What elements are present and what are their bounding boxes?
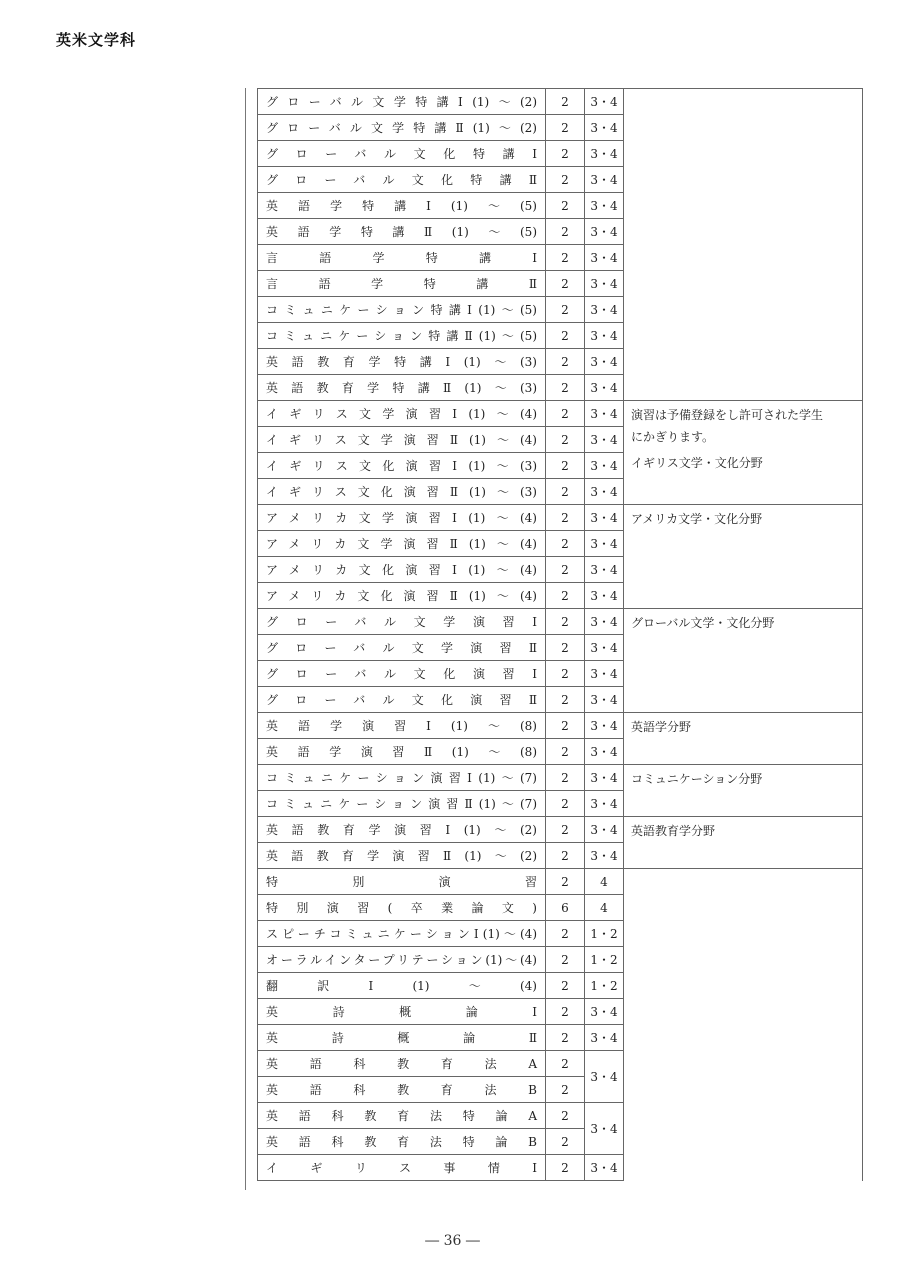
course-name: グローバル文化演習Ⅰ <box>258 661 546 687</box>
course-credits: 2 <box>546 1077 585 1103</box>
course-credits: 2 <box>546 115 585 141</box>
course-credits: 2 <box>546 427 585 453</box>
course-credits: 2 <box>546 583 585 609</box>
course-name: イギリス文化演習Ⅰ(1)〜(3) <box>258 453 546 479</box>
course-credits: 2 <box>546 1025 585 1051</box>
course-year: 3・4 <box>585 1103 624 1155</box>
course-table <box>257 88 863 1181</box>
course-name: イギリス事情Ⅰ <box>258 1155 546 1181</box>
table-row <box>258 505 863 531</box>
communication-field-label: コミュニケーション分野 <box>631 772 763 786</box>
table-row <box>258 817 863 843</box>
course-credits: 2 <box>546 1129 585 1155</box>
course-year: 3・4 <box>585 531 624 557</box>
seminar-note-line2: にかぎります。 <box>631 430 715 444</box>
course-year: 3・4 <box>585 739 624 765</box>
course-name: イギリス文化演習Ⅱ(1)〜(3) <box>258 479 546 505</box>
table-row <box>258 609 863 635</box>
course-credits: 2 <box>546 739 585 765</box>
course-name: 英語教育学特講Ⅰ(1)〜(3) <box>258 349 546 375</box>
course-name: グローバル文学演習Ⅱ <box>258 635 546 661</box>
course-name: 英語学演習Ⅱ(1)〜(8) <box>258 739 546 765</box>
course-year: 3・4 <box>585 141 624 167</box>
course-year: 3・4 <box>585 713 624 739</box>
seminar-note-line1: 演習は予備登録をし許可された学生 <box>631 408 824 422</box>
course-name: アメリカ文学演習Ⅱ(1)〜(4) <box>258 531 546 557</box>
course-year: 1・2 <box>585 921 624 947</box>
course-credits: 2 <box>546 193 585 219</box>
course-year: 3・4 <box>585 687 624 713</box>
course-credits: 2 <box>546 531 585 557</box>
course-year: 3・4 <box>585 999 624 1025</box>
course-name: アメリカ文化演習Ⅱ(1)〜(4) <box>258 583 546 609</box>
course-credits: 2 <box>546 401 585 427</box>
course-name: コミュニケーション特講Ⅰ(1)〜(5) <box>258 297 546 323</box>
course-year: 3・4 <box>585 167 624 193</box>
note-communication <box>624 765 863 817</box>
page-number: ― 36 ― <box>425 1233 480 1249</box>
course-credits: 2 <box>546 453 585 479</box>
table-row <box>258 713 863 739</box>
course-name: 英語教育学演習Ⅱ(1)〜(2) <box>258 843 546 869</box>
course-name: 英語学特講Ⅱ(1)〜(5) <box>258 219 546 245</box>
course-year: 1・2 <box>585 947 624 973</box>
course-credits: 2 <box>546 635 585 661</box>
course-name: 英語学特講Ⅰ(1)〜(5) <box>258 193 546 219</box>
course-credits: 2 <box>546 219 585 245</box>
course-year: 3・4 <box>585 297 624 323</box>
course-name: 特別演習(卒業論文) <box>258 895 546 921</box>
course-name: コミュニケーション演習Ⅰ(1)〜(7) <box>258 765 546 791</box>
course-year: 3・4 <box>585 219 624 245</box>
course-year: 3・4 <box>585 401 624 427</box>
course-year: 3・4 <box>585 661 624 687</box>
note-english-linguistics <box>624 713 863 765</box>
course-year: 3・4 <box>585 583 624 609</box>
table-row <box>258 765 863 791</box>
course-year: 3・4 <box>585 557 624 583</box>
course-credits: 2 <box>546 505 585 531</box>
course-name: グローバル文学特講Ⅰ(1)〜(2) <box>258 89 546 115</box>
course-name: グローバル文化特講Ⅰ <box>258 141 546 167</box>
british-field-label: イギリス文学・文化分野 <box>631 456 763 470</box>
course-credits: 2 <box>546 973 585 999</box>
course-credits: 2 <box>546 349 585 375</box>
course-credits: 2 <box>546 1155 585 1181</box>
course-credits: 2 <box>546 843 585 869</box>
course-credits: 2 <box>546 323 585 349</box>
course-year: 3・4 <box>585 89 624 115</box>
course-year: 3・4 <box>585 1155 624 1181</box>
course-name: 英語教育学特講Ⅱ(1)〜(3) <box>258 375 546 401</box>
course-credits: 2 <box>546 297 585 323</box>
american-field-label: アメリカ文学・文化分野 <box>631 512 763 526</box>
course-credits: 2 <box>546 245 585 271</box>
course-name: 言語学特講Ⅱ <box>258 271 546 297</box>
english-education-field-label: 英語教育学分野 <box>631 824 716 838</box>
course-credits: 2 <box>546 661 585 687</box>
course-credits: 2 <box>546 713 585 739</box>
course-name: 言語学特講Ⅰ <box>258 245 546 271</box>
course-credits: 2 <box>546 557 585 583</box>
course-year: 3・4 <box>585 375 624 401</box>
course-credits: 2 <box>546 869 585 895</box>
course-name: 翻訳Ⅰ(1)〜(4) <box>258 973 546 999</box>
course-credits: 2 <box>546 947 585 973</box>
course-credits: 2 <box>546 167 585 193</box>
table-row <box>258 401 863 427</box>
course-name: 英語科教育法特論B <box>258 1129 546 1155</box>
course-year: 3・4 <box>585 349 624 375</box>
course-year: 3・4 <box>585 817 624 843</box>
margin-rule <box>245 88 246 1190</box>
course-credits: 2 <box>546 141 585 167</box>
course-year: 3・4 <box>585 323 624 349</box>
course-year: 3・4 <box>585 1051 624 1103</box>
table-row <box>258 89 863 115</box>
note-british <box>624 401 863 505</box>
course-credits: 2 <box>546 89 585 115</box>
course-name: グローバル文化特講Ⅱ <box>258 167 546 193</box>
course-year: 3・4 <box>585 193 624 219</box>
note-american <box>624 505 863 609</box>
course-year: 3・4 <box>585 479 624 505</box>
course-credits: 2 <box>546 1103 585 1129</box>
course-name: 英語教育学演習Ⅰ(1)〜(2) <box>258 817 546 843</box>
course-year: 3・4 <box>585 271 624 297</box>
department-title: 英米文学科 <box>56 31 137 49</box>
course-name: スピーチコミュニケーションⅠ(1)〜(4) <box>258 921 546 947</box>
course-credits: 2 <box>546 479 585 505</box>
table-row <box>258 869 863 895</box>
course-credits: 2 <box>546 999 585 1025</box>
course-name: オーラルインタープリテーション(1)〜(4) <box>258 947 546 973</box>
course-year: 3・4 <box>585 635 624 661</box>
course-name: 英語学演習Ⅰ(1)〜(8) <box>258 713 546 739</box>
note-cell-empty <box>624 89 863 401</box>
course-name: アメリカ文学演習Ⅰ(1)〜(4) <box>258 505 546 531</box>
course-year: 3・4 <box>585 765 624 791</box>
course-name: 英詩概論Ⅱ <box>258 1025 546 1051</box>
course-name: 英語科教育法A <box>258 1051 546 1077</box>
course-year: 3・4 <box>585 453 624 479</box>
course-name: 英語科教育法B <box>258 1077 546 1103</box>
global-field-label: グローバル文学・文化分野 <box>631 616 775 630</box>
course-name: コミュニケーション特講Ⅱ(1)〜(5) <box>258 323 546 349</box>
course-name: イギリス文学演習Ⅱ(1)〜(4) <box>258 427 546 453</box>
course-name: 英詩概論Ⅰ <box>258 999 546 1025</box>
course-year: 3・4 <box>585 505 624 531</box>
course-credits: 2 <box>546 687 585 713</box>
course-credits: 2 <box>546 271 585 297</box>
course-name: 特別演習 <box>258 869 546 895</box>
english-linguistics-field-label: 英語学分野 <box>631 720 692 734</box>
course-credits: 2 <box>546 765 585 791</box>
course-year: 3・4 <box>585 245 624 271</box>
course-year: 3・4 <box>585 1025 624 1051</box>
course-name: 英語科教育法特論A <box>258 1103 546 1129</box>
course-year: 3・4 <box>585 791 624 817</box>
note-english-education <box>624 817 863 869</box>
course-credits: 2 <box>546 791 585 817</box>
course-credits: 2 <box>546 817 585 843</box>
course-credits: 2 <box>546 609 585 635</box>
course-name: グローバル文学演習Ⅰ <box>258 609 546 635</box>
course-year: 3・4 <box>585 115 624 141</box>
course-year: 3・4 <box>585 609 624 635</box>
note-cell-empty <box>624 869 863 1181</box>
course-credits: 2 <box>546 1051 585 1077</box>
course-year: 4 <box>585 869 624 895</box>
course-credits: 2 <box>546 921 585 947</box>
course-year: 1・2 <box>585 973 624 999</box>
course-name: イギリス文学演習Ⅰ(1)〜(4) <box>258 401 546 427</box>
note-global <box>624 609 863 713</box>
course-year: 3・4 <box>585 427 624 453</box>
course-credits: 6 <box>546 895 585 921</box>
course-year: 3・4 <box>585 843 624 869</box>
course-name: アメリカ文化演習Ⅰ(1)〜(4) <box>258 557 546 583</box>
course-year: 4 <box>585 895 624 921</box>
course-credits: 2 <box>546 375 585 401</box>
course-name: グローバル文化演習Ⅱ <box>258 687 546 713</box>
course-name: グローバル文学特講Ⅱ(1)〜(2) <box>258 115 546 141</box>
course-name: コミュニケーション演習Ⅱ(1)〜(7) <box>258 791 546 817</box>
